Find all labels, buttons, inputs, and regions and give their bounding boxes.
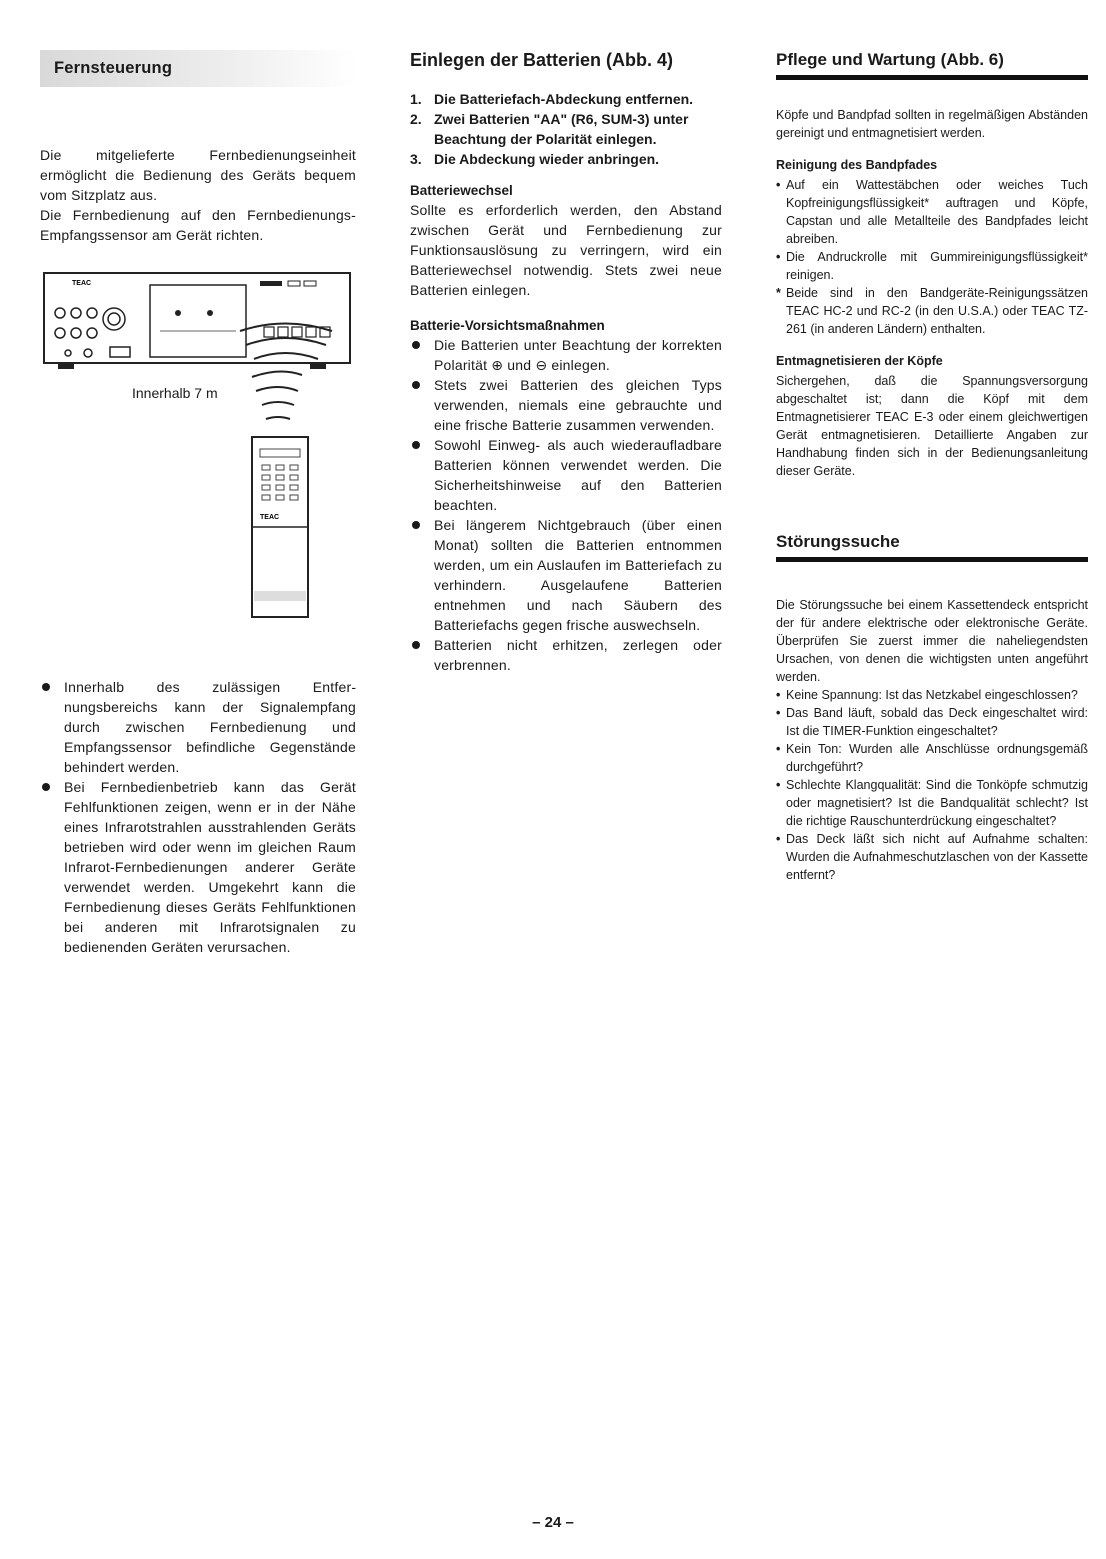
list-item: * Beide sind in den Bandgeräte-Reinigungssätzen TEAC HC-2 und RC-2 (in den U.S.A.) oder TEAC TZ-261 (in anderen Ländern) enthalten. — [776, 286, 1088, 336]
deck-brand-label: TEAC — [72, 280, 92, 287]
battery-precautions-list — [410, 335, 722, 675]
remote-notes-list — [40, 677, 356, 957]
bullet-dot-icon — [412, 381, 420, 389]
list-item: Bei längerem Nichtgebrauch (über einen Monat) sollten die Batterien entnommen werden, um ein Auslaufen im Batteriefach zu verhindern. Ausgelaufene Batterien entnehmen und nach Säubern des Batteriefachs gegen frische auswechseln. — [410, 515, 722, 635]
page-number: – 24 – — [532, 1514, 574, 1531]
list-item: • Das Deck läßt sich nicht auf Aufnahme schalten: Wurden die Aufnahmeschutzlaschen von der Kassette entfernt? — [776, 832, 1088, 882]
remote-range-figure — [40, 271, 356, 671]
troubleshooting-intro: Die Störungssuche bei einem Kassettendeck entspricht der für andere elektrische oder elektronische Geräte. Überprüfen Sie zuerst immer die naheliegendsten Ursachen, von denen die wichtigsten unten angeführt werden. — [776, 598, 1088, 684]
signal-waves-remote — [252, 371, 302, 419]
subheading-battery-precautions: Batterie-Vorsichtsmaßnahmen — [410, 318, 605, 333]
column-remote-control — [40, 50, 356, 957]
bullet-dot-icon — [42, 783, 50, 791]
list-item: • Das Band läuft, sobald das Deck eingeschaltet wird: Ist die TIMER-Funktion eingeschaltet? — [776, 706, 1088, 738]
range-label: Innerhalb 7 m — [132, 385, 218, 401]
demagnetizing-text: Sichergehen, daß die Spannungsversorgung abgeschaltet ist; dann die Köpf mit dem Entmagnetisierer TEAC E-3 oder einem gleichwertigen Gerät entmagnetisieren. Detaillierte Angaben zur Handhabung finden sich in der Bedienungsanleitung dieser Geräte. — [776, 374, 1088, 478]
deck-remote-illustration — [40, 271, 356, 671]
remote-brand-label: TEAC — [260, 514, 280, 521]
plus-polarity-icon: ⊕ — [491, 357, 504, 373]
troubleshooting-list — [776, 686, 1088, 884]
section-title-troubleshooting: Störungssuche — [776, 532, 1088, 562]
list-item: • Schlechte Klangqualität: Sind die Tonköpfe schmutzig oder magnetisiert? Ist die Bandqualität schlecht? Ist die richtige Rauschunterdrückung eingeschaltet? — [776, 778, 1088, 828]
subheading-head-demagnetizing: Entmagnetisieren der Köpfe — [776, 354, 943, 368]
column-maintenance — [776, 50, 1088, 884]
list-item: Sowohl Einweg- als auch wiederaufladbare Batterien können verwendet werden. Die Sicherheitshinweise auf den Batterien beachten. — [410, 435, 722, 515]
section-title-batteries: Einlegen der Batterien (Abb. 4) — [410, 50, 674, 70]
remote-intro-2: Die Fernbedienung auf den Fernbedienungs-Empfangssensor am Gerät richten. — [40, 207, 356, 243]
subheading-battery-change: Batteriewechsel — [410, 183, 513, 198]
cleaning-list — [776, 176, 1088, 338]
battery-change-text: Sollte es erforderlich werden, den Abstand zwischen Gerät und Fernbedienung zur Funktionsauslösung zu verringern, wird ein Batteriewechsel notwendig. Stets zwei neue Batterien einlegen. — [410, 202, 722, 298]
list-item: • Auf ein Wattestäbchen oder weiches Tuch Kopfreinigungsflüssigkeit* auftragen und Köpfe, Capstan und alle Metallteile des Bandpfades leicht abreiben. — [776, 178, 1088, 246]
list-item: Innerhalb des zulässigen Entfernungsbereichs kann der Signalempfang durch zwischen Fernbedienung und Empfangssensor befindliche Gegenstände behindert werden. — [40, 677, 356, 777]
step-item: 3. Die Abdeckung wieder anbringen. — [410, 151, 660, 167]
bullet-dot-icon — [412, 641, 420, 649]
step-item: 1. Die Batteriefach-Abdeckung entfernen. — [410, 91, 694, 107]
bullet-dot-icon — [412, 521, 420, 529]
battery-steps — [410, 89, 722, 169]
list-item: Bei Fernbedienbetrieb kann das Gerät Fehlfunktionen zeigen, wenn er in der Nähe eines Infrarotstrahlen ausstrahlenden Geräts betrieben wird oder wenn im gleichen Raum Infrarot-Fernbedienungen anderer Geräte verwendet werden. Umgekehrt kann die Fernbedienung dieses Geräts Fehlfunktionen bei anderen mit Infrarotsignalen zu bedienenden Geräten verursachen. — [40, 777, 356, 957]
minus-polarity-icon: ⊖ — [535, 357, 548, 373]
column-batteries — [410, 50, 722, 675]
section-title-remote: Fernsteuerung — [40, 50, 356, 87]
remote-control — [252, 437, 308, 617]
subheading-tape-path-cleaning: Reinigung des Bandpfades — [776, 158, 938, 172]
list-item: Batterien nicht erhitzen, zerlegen oder verbrennen. — [410, 635, 722, 675]
list-item: Die Batterien unter Beachtung der korrekten Polarität ⊕ und ⊖ einlegen. — [410, 335, 722, 375]
bullet-dot-icon — [412, 341, 420, 349]
list-item: • Keine Spannung: Ist das Netzkabel eingeschlossen? — [776, 688, 1078, 702]
list-item: • Die Andruckrolle mit Gummireinigungsflüssigkeit* reinigen. — [776, 250, 1088, 282]
bullet-dot-icon — [42, 683, 50, 691]
bullet-dot-icon — [412, 441, 420, 449]
list-item: • Kein Ton: Wurden alle Anschlüsse ordnungsgemäß durchgeführt? — [776, 742, 1088, 774]
section-title-maintenance: Pflege und Wartung (Abb. 6) — [776, 50, 1088, 80]
list-item: Stets zwei Batterien des gleichen Typs verwenden, niemals eine gebrauchte und eine frische Batterie zusammen verwenden. — [410, 375, 722, 435]
maintenance-intro: Köpfe und Bandpfad sollten in regelmäßigen Abständen gereinigt und entmagnetisiert werden. — [776, 108, 1088, 140]
step-item: 2. Zwei Batterien "AA" (R6, SUM-3) unter Beachtung der Polarität einlegen. — [410, 111, 689, 147]
remote-intro-1: Die mitgelieferte Fernbedienungseinheit ermöglicht die Bedienung des Geräts bequem vom Sitzplatz aus. — [40, 147, 356, 203]
